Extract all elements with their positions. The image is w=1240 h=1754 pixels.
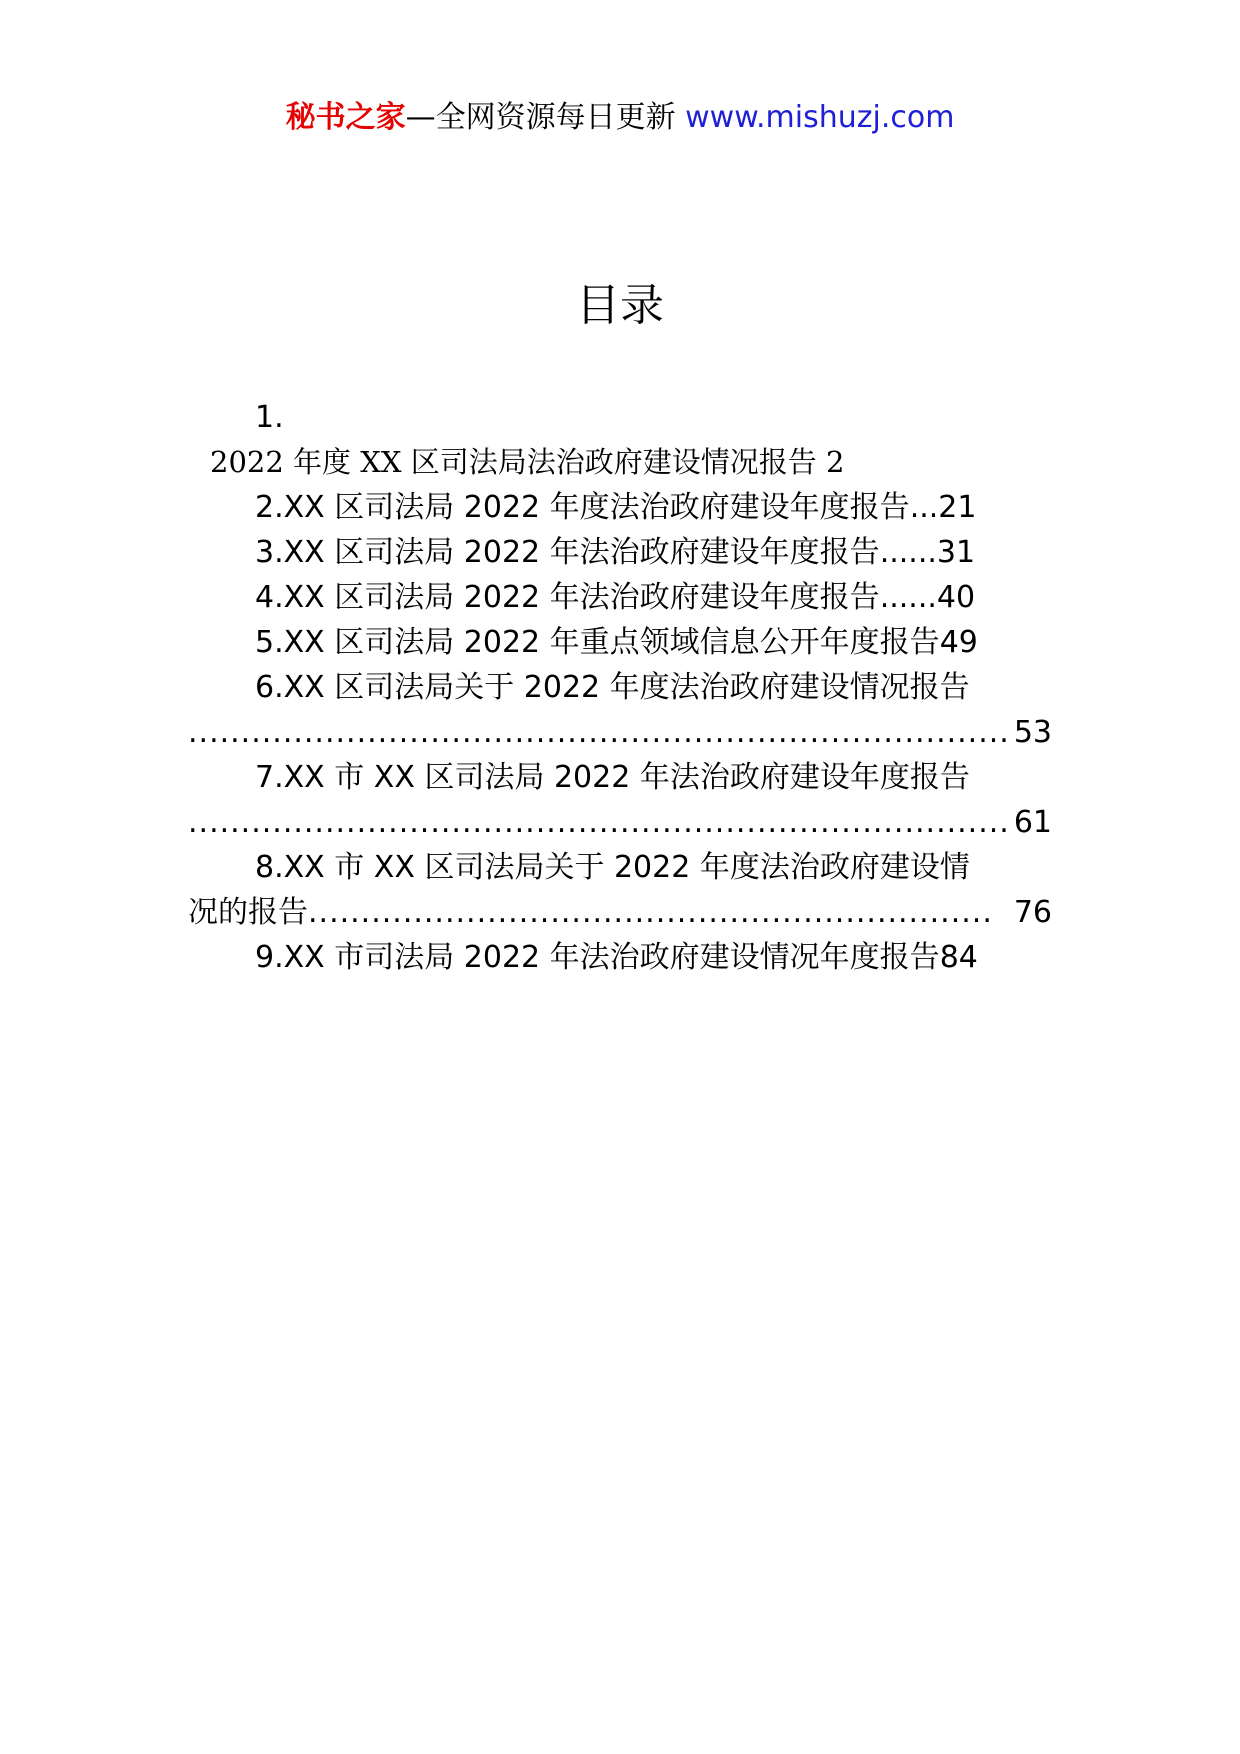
toc-entry-4[interactable] bbox=[188, 575, 1052, 620]
site-url-link[interactable]: www.mishuzj.com bbox=[685, 100, 955, 135]
toc-page-number: 31 bbox=[936, 535, 976, 570]
brand-name: 秘书之家 bbox=[285, 100, 406, 135]
toc-entry-3[interactable] bbox=[188, 530, 1052, 575]
toc-entry-title-continued: 况的报告 bbox=[188, 895, 308, 930]
toc-leader-dots: .............................................................................. bbox=[188, 715, 1010, 750]
toc-entry-5[interactable] bbox=[188, 620, 1052, 665]
toc-page-number: 49 bbox=[939, 625, 978, 660]
toc-entry-title: 7.XX 市 XX 区司法局 2022 年法治政府建设年度报告 bbox=[255, 760, 970, 795]
toc-entry-title: 2.XX 区司法局 2022 年度法治政府建设年度报告 bbox=[255, 490, 910, 525]
toc-entry-title: 5.XX 区司法局 2022 年重点领域信息公开年度报告 bbox=[255, 625, 940, 660]
toc-page-number: 84 bbox=[939, 940, 978, 975]
toc-leader-dots: ... bbox=[909, 490, 939, 525]
toc-page-number: 76 bbox=[1013, 895, 1052, 930]
toc-entry-2[interactable] bbox=[188, 485, 1052, 530]
toc-entry-9[interactable] bbox=[188, 935, 1052, 980]
toc-leader-dots: ...... bbox=[879, 535, 937, 570]
toc-entry-title: 2022 年度 XX 区司法局法治政府建设情况报告 2 bbox=[210, 445, 845, 479]
toc-page-number: 40 bbox=[936, 580, 976, 615]
toc-entry-7[interactable] bbox=[188, 755, 1052, 845]
toc-entry-title: 8.XX 市 XX 区司法局关于 2022 年度法治政府建设情 bbox=[255, 850, 970, 885]
table-of-contents bbox=[188, 395, 1052, 980]
banner-tagline: —全网资源每日更新 bbox=[405, 100, 686, 135]
toc-leader-dots: ...... bbox=[879, 580, 937, 615]
page-title: 目录 bbox=[576, 280, 664, 331]
toc-entry-8[interactable] bbox=[188, 845, 1052, 935]
site-banner bbox=[0, 98, 1240, 138]
toc-page-number: 61 bbox=[1013, 805, 1052, 840]
toc-page-number: 21 bbox=[938, 490, 977, 525]
toc-leader-line bbox=[188, 710, 1052, 755]
toc-entry-title: 4.XX 区司法局 2022 年法治政府建设年度报告 bbox=[255, 580, 880, 615]
toc-entry-title: 6.XX 区司法局关于 2022 年度法治政府建设情况报告 bbox=[255, 670, 970, 705]
toc-leader-dots: .............................................................................. bbox=[188, 805, 1010, 840]
toc-entry-6[interactable] bbox=[188, 665, 1052, 755]
toc-leader-line bbox=[188, 800, 1052, 845]
toc-entry-number: 1. bbox=[255, 400, 284, 435]
toc-entry-title: 9.XX 市司法局 2022 年法治政府建设情况年度报告 bbox=[255, 940, 940, 975]
toc-leader-line bbox=[188, 890, 1052, 935]
toc-page-number: 53 bbox=[1013, 715, 1052, 750]
toc-entry-1[interactable] bbox=[188, 395, 1052, 485]
toc-entry-title: 3.XX 区司法局 2022 年法治政府建设年度报告 bbox=[255, 535, 880, 570]
toc-leader-dots: ................................................................. bbox=[308, 895, 993, 930]
